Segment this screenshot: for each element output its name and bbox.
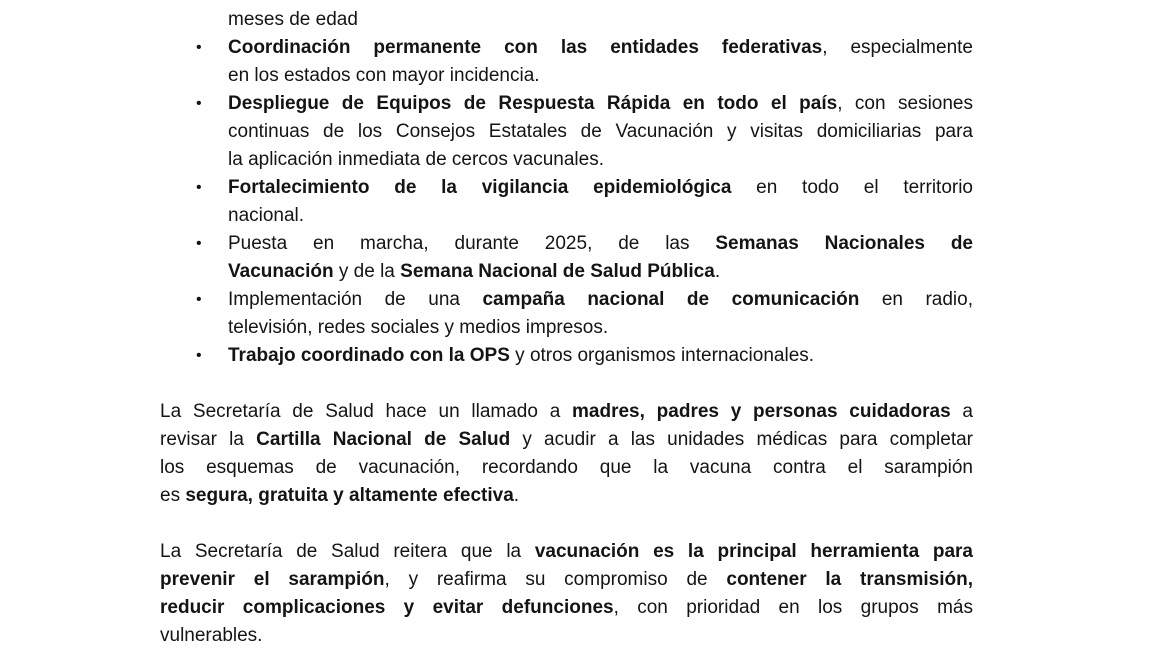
text-line: [228, 286, 973, 314]
text-run: en radio,: [859, 289, 973, 310]
text-line: [228, 202, 973, 230]
bold-text: Cartilla Nacional de Salud: [256, 429, 511, 450]
text-line: [228, 174, 973, 202]
list-item: [160, 34, 973, 90]
text-line: [160, 594, 973, 622]
text-line: [228, 258, 973, 286]
text-line: [228, 314, 973, 342]
bold-text: reducir complicaciones y evitar defunciones: [160, 597, 614, 618]
bullet-icon: •: [196, 39, 202, 56]
text-run: y acudir a las unidades médicas para completar: [510, 429, 974, 450]
bold-text: segura, gratuita y altamente efectiva: [185, 485, 514, 506]
text-run: los esquemas de vacunación, recordando que la vacuna contra el sarampión: [160, 457, 973, 478]
text-run: Puesta en marcha, durante 2025, de las: [228, 233, 716, 254]
text-line: [228, 90, 973, 118]
paragraph-spacer: [160, 370, 973, 398]
bold-text: Semana Nacional de Salud Pública: [400, 261, 715, 282]
text-run: , especialmente: [822, 37, 973, 58]
text-line: [228, 342, 973, 370]
text-run: en los estados con mayor incidencia.: [228, 65, 540, 86]
text-run: nacional.: [228, 205, 305, 226]
bold-text: Despliegue de Equipos de Respuesta Rápida en todo el país: [228, 93, 838, 114]
text-run: La Secretaría de Salud reitera que la: [160, 541, 535, 562]
text-line: [160, 538, 973, 566]
list-item: [160, 230, 973, 286]
text-run: y otros organismos internacionales.: [509, 345, 815, 366]
paragraph: [160, 538, 973, 650]
text-run: .: [714, 261, 721, 282]
bold-text: Trabajo coordinado con la OPS: [228, 345, 510, 366]
bold-text: contener la transmisión,: [726, 569, 974, 590]
text-line: [228, 118, 973, 146]
text-line: [228, 230, 973, 258]
bullet-icon: •: [196, 95, 202, 112]
text-line: [228, 6, 973, 34]
list-item: [160, 286, 973, 342]
text-run: La Secretaría de Salud hace un llamado a: [160, 401, 573, 422]
list-item: [160, 174, 973, 230]
bold-text: Coordinación permanente con las entidades federativas: [228, 37, 823, 58]
text-run: revisar la: [160, 429, 257, 450]
text-run: y de la: [333, 261, 401, 282]
paragraph: [160, 398, 973, 510]
bold-text: Vacunación: [228, 261, 334, 282]
list-item-continuation: [160, 6, 973, 34]
bullet-icon: •: [196, 235, 202, 252]
text-run: , con prioridad en los grupos más: [613, 597, 973, 618]
text-line: [160, 566, 973, 594]
text-run: continuas de los Consejos Estatales de Vacunación y visitas domiciliarias para: [228, 121, 973, 142]
bullet-icon: •: [196, 347, 202, 364]
text-run: , con sesiones: [837, 93, 973, 114]
text-run: Implementación de una: [228, 289, 483, 310]
text-run: en todo el territorio: [731, 177, 973, 198]
bullet-icon: •: [196, 291, 202, 308]
text-line: [160, 398, 973, 426]
text-run: vulnerables.: [160, 625, 263, 646]
text-run: , y reafirma su compromiso de: [384, 569, 727, 590]
bold-text: vacunación es la principal herramienta para: [534, 541, 973, 562]
list-item: [160, 342, 973, 370]
text-line: [160, 622, 973, 650]
paragraph-spacer: [160, 510, 973, 538]
text-line: [228, 34, 973, 62]
bold-text: prevenir el sarampión: [160, 569, 385, 590]
text-line: [160, 426, 973, 454]
text-run: es: [160, 485, 186, 506]
list-item: [160, 90, 973, 174]
bullet-icon: •: [196, 179, 202, 196]
text-run: .: [513, 485, 520, 506]
text-line: [228, 146, 973, 174]
text-line: [160, 454, 973, 482]
text-line: [228, 62, 973, 90]
text-run: televisión, redes sociales y medios impresos.: [228, 317, 609, 338]
bold-text: Semanas Nacionales de: [715, 233, 973, 254]
text-run: la aplicación inmediata de cercos vacunales.: [228, 149, 604, 170]
bold-text: campaña nacional de comunicación: [482, 289, 860, 310]
text-line: [160, 482, 973, 510]
bold-text: madres, padres y personas cuidadoras: [572, 401, 951, 422]
text-run: meses de edad: [228, 9, 358, 30]
bold-text: Fortalecimiento de la vigilancia epidemiológica: [228, 177, 732, 198]
text-run: a: [950, 401, 973, 422]
document-body: [160, 6, 973, 650]
